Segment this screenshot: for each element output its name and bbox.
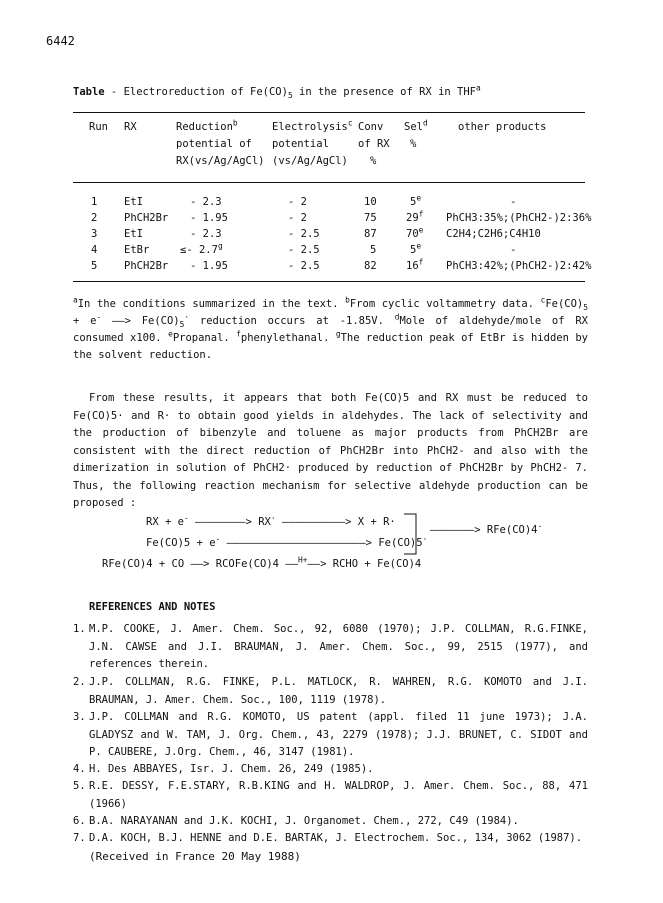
table-cell: EtI <box>124 228 143 240</box>
table-title-sup: a <box>476 83 481 93</box>
table-cell: - 2 <box>288 196 307 208</box>
reference-item: 4. H. Des ABBAYES, Isr. J. Chem. 26, 249 (1985). <box>73 763 374 775</box>
table-cell: - 2.3 <box>190 196 222 208</box>
table-cell: 4 <box>91 244 98 256</box>
table-bottom-rule <box>73 281 585 282</box>
body-paragraph: From these results, it appears that both Fe(CO)5 and RX must be reduced to Fe(CO)5· and R· to obtain good yields in aldehydes. The lack of selectivity and the production of bibenzyle and toluene as major products from PhCH2Br are consistent with the direct reduction of PhCH2Br into PhCH2- and also with the dimerization in solution of PhCH2· produced by reduction of PhCH2Br by PhCH2- 7. Thus, the following reaction mechanism for selective aldehyde production can be proposed : <box>73 392 588 509</box>
table-cell: EtI <box>124 196 143 208</box>
table-cell: 75 <box>364 212 377 224</box>
table-cell: - 2.5 <box>288 244 320 256</box>
table-title-prefix: Table <box>73 86 105 98</box>
table-header-rule <box>73 182 585 183</box>
table-title-sub: 5 <box>287 91 293 101</box>
table-title <box>73 83 481 101</box>
table-cell: - 1.95 <box>190 260 228 272</box>
table-cell: 82 <box>364 260 377 272</box>
header-reduction: Reduction$^b$ potential of RX(vs/Ag/AgCl) <box>176 118 265 167</box>
table-top-rule <box>73 112 585 113</box>
table-cell: ≤- 2.7$^g$ <box>180 241 223 256</box>
table-cell: 3 <box>91 228 98 240</box>
table-title-rest: in the presence of RX in THF <box>292 86 476 98</box>
mechanism-line-3: RFe(CO)4 + CO ——> RCOFe(CO)4 ——$^{H+}$——> RCHO + Fe(CO)4 <box>102 555 422 570</box>
table-cell: - 2.5 <box>288 228 320 240</box>
received-date: (Received in France 20 May 1988) <box>89 850 301 863</box>
header-run: Run <box>89 121 108 133</box>
table-cell: - <box>510 244 517 256</box>
header-electrolysis: Electrolysis$^c$ potential (vs/Ag/AgCl) <box>272 118 353 167</box>
table-cell: PhCH2Br <box>124 260 169 272</box>
table-cell: 2 <box>91 212 98 224</box>
page-number: 6442 <box>46 34 75 48</box>
table-cell: 5e <box>410 241 422 256</box>
table-cell: - 2.5 <box>288 260 320 272</box>
mechanism-product: ———————> RFe(CO)4- <box>430 521 543 536</box>
table-cell: - 1.95 <box>190 212 228 224</box>
table-cell: PhCH3:42%;(PhCH2-)2:42% <box>446 260 592 272</box>
table-cell: - 2.3 <box>190 228 222 240</box>
reference-item: 3. J.P. COLLMAN and R.G. KOMOTO, US patent (appl. filed 11 june 1973); J.A. GLADYSZ and W. TAM, J. Org. Chem., 43, 2279 (1978); J.J. BRUNET, C. SIDOT and P. CAUBERE, J.Org. Chem., 46, 3147 (1981). <box>73 711 588 758</box>
table-title-text: - Electroreduction of Fe(CO) <box>104 86 288 98</box>
table-cell: 5 <box>91 260 98 272</box>
reference-item: 5. R.E. DESSY, F.E.STARY, R.B.KING and H. WALDROP, J. Amer. Chem. Soc., 88, 471 (1966) <box>73 780 588 810</box>
header-other-products: other products <box>458 121 547 133</box>
mechanism-bracket <box>402 513 422 555</box>
header-conv: Conv of RX % <box>358 121 390 167</box>
table-cell: PhCH2Br <box>124 212 169 224</box>
table-cell: 87 <box>364 228 377 240</box>
reference-item: 1. M.P. COOKE, J. Amer. Chem. Soc., 92, 6080 (1970); J.P. COLLMAN, R.G.FINKE, J.N. CAWSE and J.I. BRAUMAN, J. Amer. Chem. Soc., 99, 2515 (1977), and references therein. <box>73 623 588 670</box>
reference-item: 6. B.A. NARAYANAN and J.K. KOCHI, J. Organomet. Chem., 272, C49 (1984). <box>73 815 519 827</box>
mechanism-line-2: Fe(CO)5 + e- ——————————————————————> Fe(CO)5· <box>146 534 428 549</box>
mechanism-line-1: RX + e- ————————> RX· ——————————> X + R· <box>146 513 396 528</box>
references-heading: REFERENCES AND NOTES <box>89 601 216 613</box>
header-sel: Sel$^d$ % <box>404 118 428 150</box>
table-cell: 5e <box>410 193 422 208</box>
reference-item: 7. D.A. KOCH, B.J. HENNE and D.E. BARTAK, J. Electrochem. Soc., 134, 3062 (1987). <box>73 832 583 844</box>
table-cell: C2H4;C2H6;C4H10 <box>446 228 541 240</box>
table-cell: 16$^f$ <box>406 257 424 272</box>
table-cell: 1 <box>91 196 98 208</box>
table-cell: 29$^f$ <box>406 209 424 224</box>
table-cell: - <box>510 196 517 208</box>
header-rx: RX <box>124 121 137 133</box>
table-cell: 5 <box>370 244 377 256</box>
table-footnotes: $^a$In the conditions summarized in the text. $^b$From cyclic voltammetry data. $^cFe(CO)_5 + e^-$ ——> $Fe(CO)_5^\cdot$ reduction occurs at -1.85V. $^d$Mole of aldehyde/mole of RX consumed x100. $^e$Propanal. $^f$phenylethanal. $^g$The reduction peak of EtBr is hidden by the solvent reduction. <box>73 295 588 361</box>
table-cell: 70e <box>406 225 424 240</box>
reference-item: 2. J.P. COLLMAN, R.G. FINKE, P.L. MATLOCK, R. WAHREN, R.G. KOMOTO and J.I. BRAUMAN, J. Amer. Chem. Soc., 100, 1119 (1978). <box>73 676 588 706</box>
table-cell: PhCH3:35%;(PhCH2-)2:36% <box>446 212 592 224</box>
table-cell: - 2 <box>288 212 307 224</box>
table-cell: EtBr <box>124 244 150 256</box>
table-cell: 10 <box>364 196 377 208</box>
